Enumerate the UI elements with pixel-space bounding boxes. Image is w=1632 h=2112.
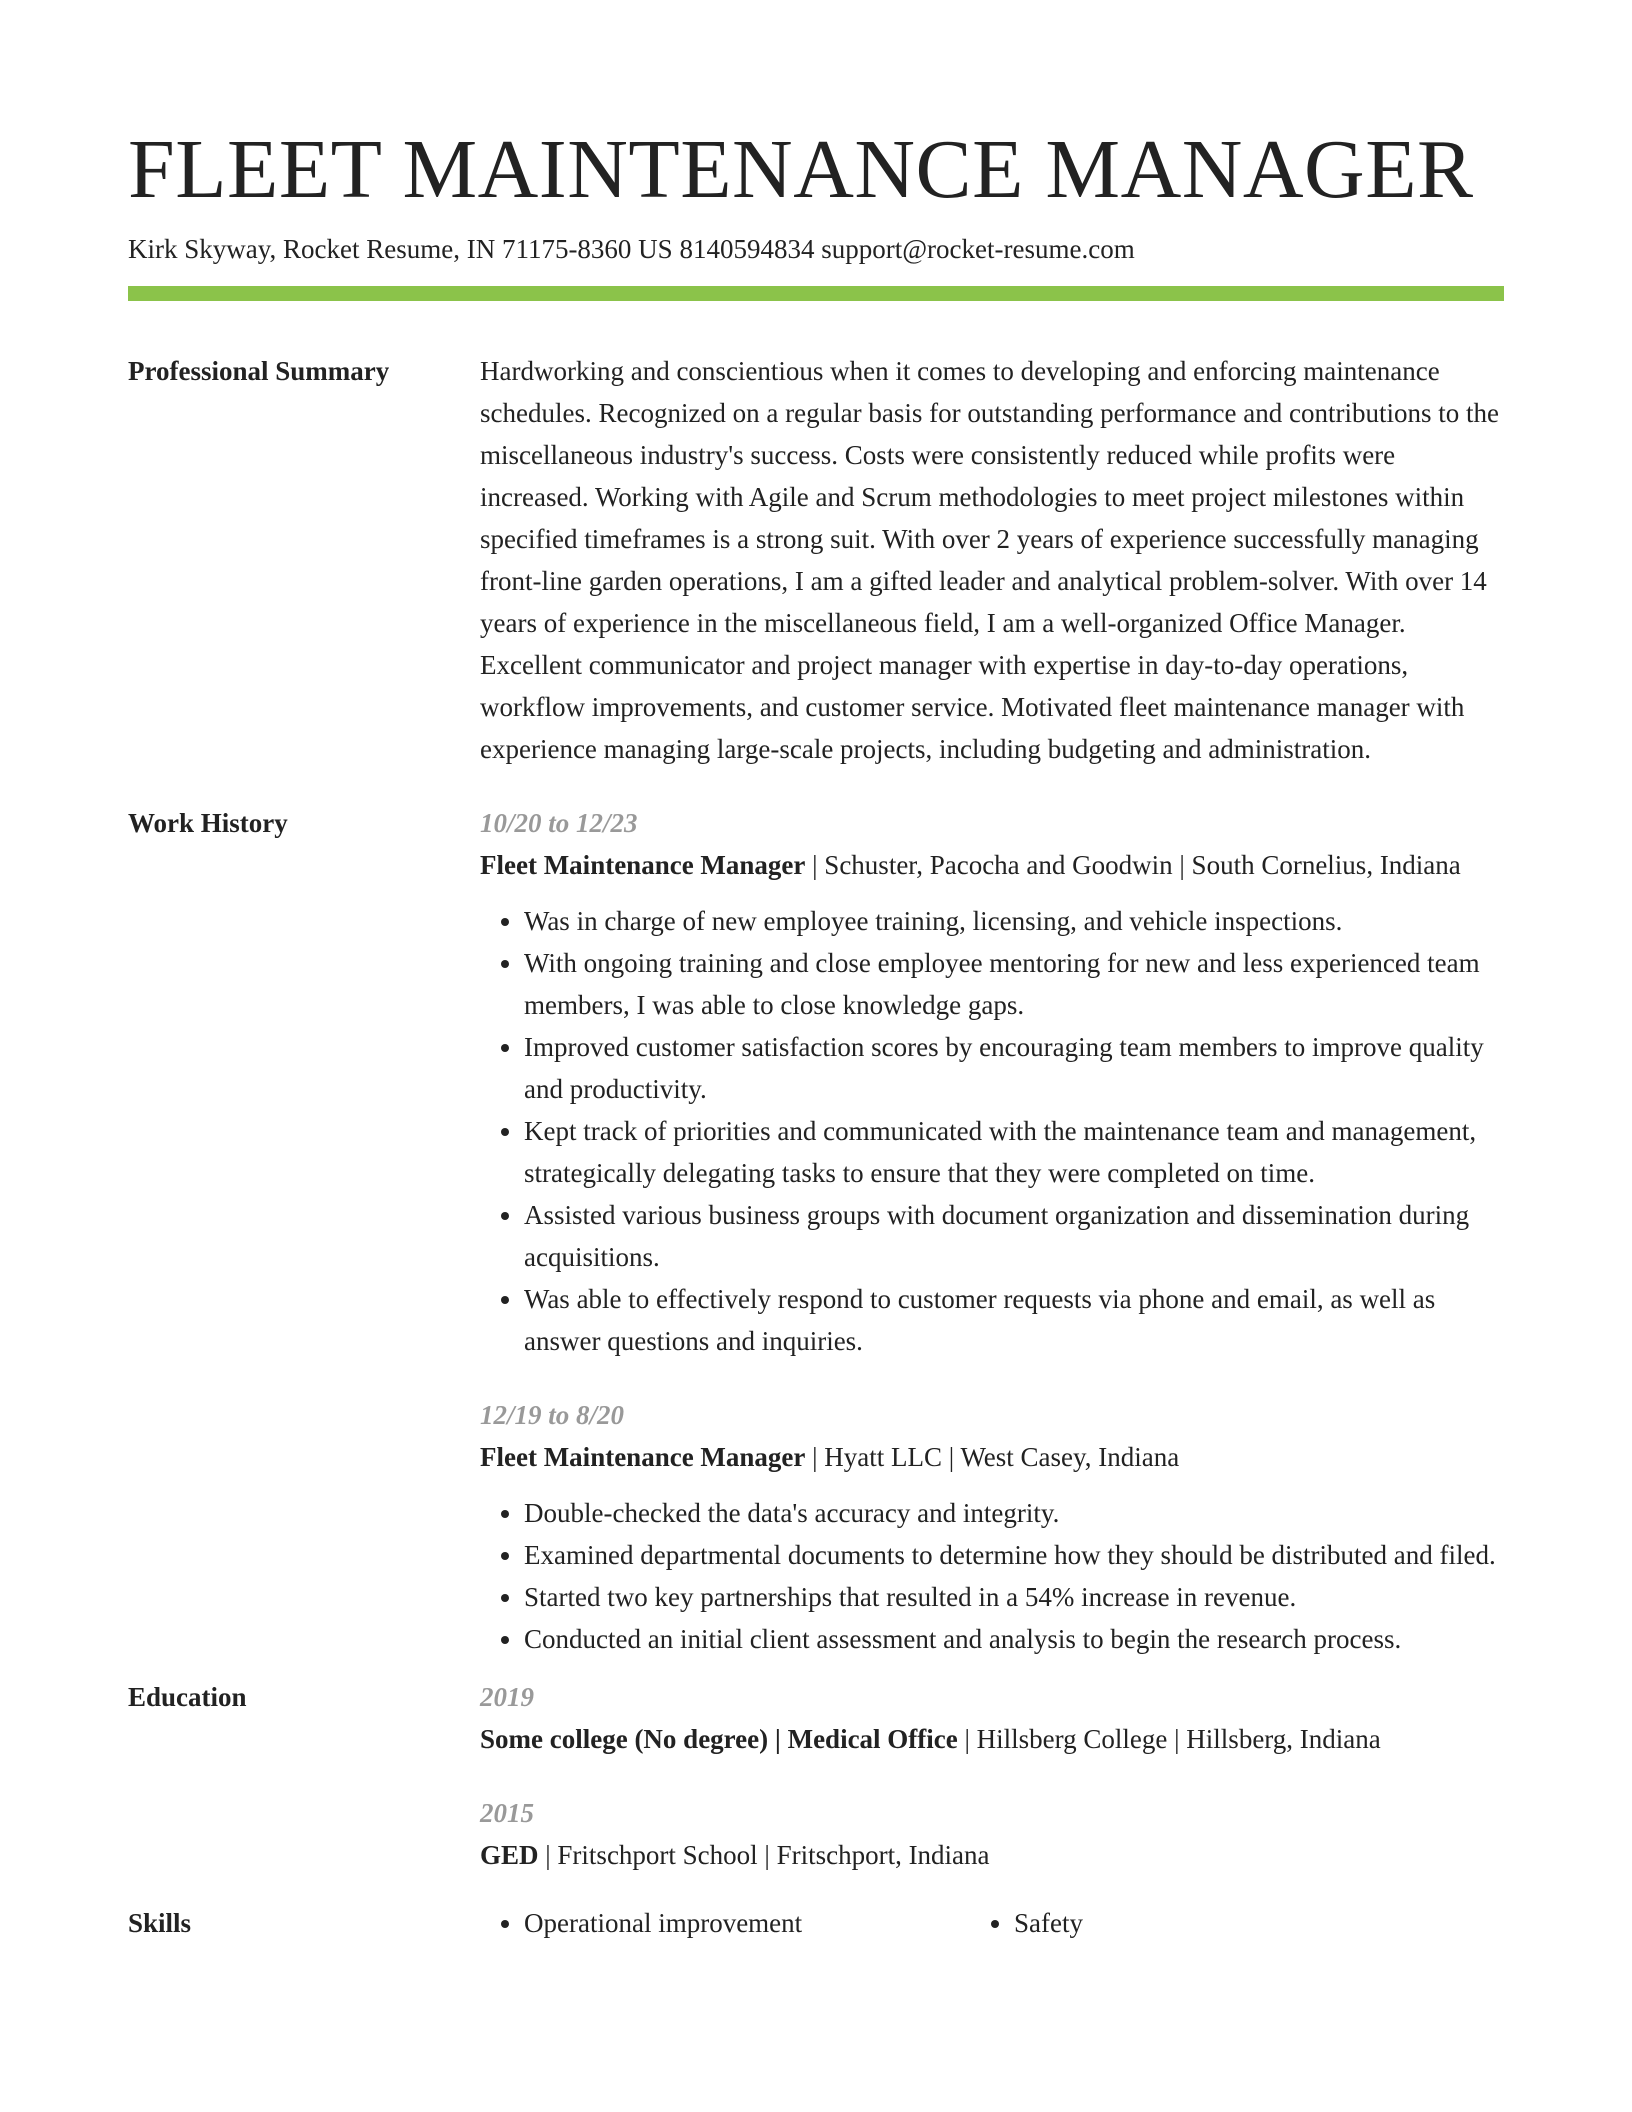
- job-bullets: [480, 1492, 1504, 1660]
- job-bullet: • Improved customer satisfaction scores by encouraging team members to improve quality and productivity.: [524, 1026, 1504, 1110]
- job-entry: [480, 1394, 1504, 1660]
- skills-list: [480, 1902, 1504, 1944]
- job-bullet: • With ongoing training and close employee mentoring for new and less experienced team members, I was able to close knowledge gaps.: [524, 942, 1504, 1026]
- job-bullet: • Kept track of priorities and communicated with the maintenance team and management, strategically delegating tasks to ensure that they were completed on time.: [524, 1110, 1504, 1194]
- skills-section: [128, 1902, 1504, 1944]
- education-year: 2015: [480, 1798, 534, 1828]
- skill-item: • Safety: [1014, 1902, 1504, 1944]
- skills-body: [480, 1902, 1504, 1944]
- job-employer-location: | Hyatt LLC | West Casey, Indiana: [805, 1442, 1180, 1472]
- education-entry: [480, 1792, 1504, 1876]
- education-heading: Education: [128, 1682, 247, 1712]
- job-bullet: • Started two key partnerships that resulted in a 54% increase in revenue.: [524, 1576, 1504, 1618]
- summary-heading: Professional Summary: [128, 356, 390, 386]
- summary-section: [128, 350, 1504, 770]
- education-school-location: | Hillsberg College | Hillsberg, Indiana: [957, 1724, 1381, 1754]
- education-degree: GED: [480, 1840, 539, 1870]
- job-dates: 10/20 to 12/23: [480, 808, 638, 838]
- job-bullet: • Was able to effectively respond to customer requests via phone and email, as well as answer questions and inquiries.: [524, 1278, 1504, 1362]
- job-employer-location: | Schuster, Pacocha and Goodwin | South Cornelius, Indiana: [805, 850, 1461, 880]
- education-heading-line: [480, 1834, 1504, 1876]
- skill-item: • Operational improvement: [524, 1902, 1014, 1944]
- education-body: [480, 1676, 1504, 1876]
- job-bullet: • Double-checked the data's accuracy and integrity.: [524, 1492, 1504, 1534]
- work-history-heading: Work History: [128, 808, 288, 838]
- resume-sections: [128, 350, 1504, 1944]
- work-history-body: [480, 802, 1504, 1660]
- job-heading: [480, 844, 1504, 886]
- job-heading: [480, 1436, 1504, 1478]
- job-bullet: • Conducted an initial client assessment and analysis to begin the research process.: [524, 1618, 1504, 1660]
- skills-heading: Skills: [128, 1908, 192, 1938]
- accent-divider: [128, 286, 1504, 301]
- job-bullets: [480, 900, 1504, 1362]
- job-title: Fleet Maintenance Manager: [480, 850, 806, 880]
- summary-body: [480, 350, 1504, 770]
- education-year: 2019: [480, 1682, 534, 1712]
- job-bullet: • Was in charge of new employee training, licensing, and vehicle inspections.: [524, 900, 1504, 942]
- resume-title: FLEET MAINTENANCE MANAGER: [128, 123, 1474, 216]
- education-entry: [480, 1676, 1504, 1760]
- education-degree: Some college (No degree) | Medical Office: [480, 1724, 958, 1754]
- education-section: [128, 1676, 1504, 1876]
- contact-line: Kirk Skyway, Rocket Resume, IN 71175-8360 US 8140594834 support@rocket-resume.com: [128, 234, 1135, 264]
- job-entry: [480, 802, 1504, 1362]
- job-bullet: • Examined departmental documents to determine how they should be distributed and filed.: [524, 1534, 1504, 1576]
- job-title: Fleet Maintenance Manager: [480, 1442, 806, 1472]
- job-dates: 12/19 to 8/20: [480, 1400, 625, 1430]
- job-bullet: • Assisted various business groups with document organization and dissemination during acquisitions.: [524, 1194, 1504, 1278]
- education-school-location: | Fritschport School | Fritschport, Indiana: [538, 1840, 990, 1870]
- work-history-section: [128, 802, 1504, 1660]
- education-heading-line: [480, 1718, 1504, 1760]
- summary-text: Hardworking and conscientious when it comes to developing and enforcing maintenance schedules. Recognized on a regular basis for outstanding performance and contributions to the miscellaneous industry's success. Costs were consistently reduced while profits were increased. Working with Agile and Scrum methodologies to meet project milestones within specified timeframes is a strong suit. With over 2 years of experience successfully managing front-line garden operations, I am a gifted leader and analytical problem-solver. With over 14 years of experience in the miscellaneous field, I am a well-organized Office Manager. Excellent communicator and project manager with expertise in day-to-day operations, workflow improvements, and customer service. Motivated fleet maintenance manager with experience managing large-scale projects, including budgeting and administration.: [480, 356, 1499, 764]
